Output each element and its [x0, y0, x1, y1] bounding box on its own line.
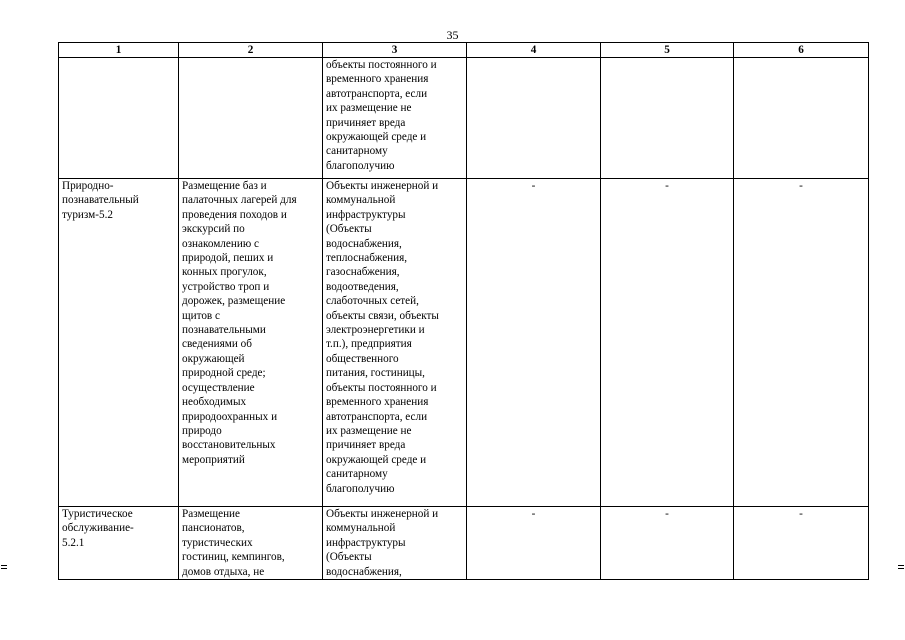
cell-description — [179, 58, 323, 179]
cell-description: Размещение пансионатов, туристических гостиниц, кемпингов, домов отдыха, не — [179, 507, 323, 580]
cell-use-type: Туристическое обслуживание- 5.2.1 — [59, 507, 179, 580]
page-number: 35 — [446, 28, 459, 42]
column-header-5: 5 — [601, 43, 734, 58]
left-margin-mark — [1, 565, 7, 573]
cell-col6: - — [734, 507, 869, 580]
column-header-6: 6 — [734, 43, 869, 58]
zoning-table — [58, 42, 869, 580]
cell-col5: - — [601, 507, 734, 580]
column-header-3: 3 — [323, 43, 467, 58]
cell-col4: - — [467, 507, 601, 580]
column-header-1: 1 — [59, 43, 179, 58]
cell-auxiliary-objects: Объекты инженерной и коммунальной инфраструктуры (Объекты водоснабжения, — [323, 507, 467, 580]
cell-auxiliary-objects: Объекты инженерной и коммунальной инфраструктуры (Объекты водоснабжения, теплоснабжения, газоснабжения, водоотведения, слаботочных сетей, объекты связи, объекты электроэнергетики и т.п.), предприятия общественного питания, гостиницы, объекты постоянного и временного хранения автотранспорта, если их размещение не причиняет вреда окружающей среде и санитарному благополучию — [323, 179, 467, 507]
table-row — [59, 179, 869, 507]
header-row — [59, 43, 869, 58]
cell-use-type — [59, 58, 179, 179]
table-row — [59, 507, 869, 580]
cell-auxiliary-objects: объекты постоянного и временного хранения автотранспорта, если их размещение не причиняет вреда окружающей среде и санитарному благополучию — [323, 58, 467, 179]
cell-col5: - — [601, 179, 734, 507]
cell-col6: - — [734, 179, 869, 507]
cell-col5 — [601, 58, 734, 179]
right-margin-mark — [898, 565, 904, 573]
column-header-2: 2 — [179, 43, 323, 58]
table-row — [59, 58, 869, 179]
cell-col4: - — [467, 179, 601, 507]
column-header-4: 4 — [467, 43, 601, 58]
cell-use-type: Природно- познавательный туризм-5.2 — [59, 179, 179, 507]
cell-col6 — [734, 58, 869, 179]
cell-description: Размещение баз и палаточных лагерей для проведения походов и экскурсий по ознакомлению с природой, пеших и конных прогулок, устройство троп и дорожек, размещение щитов с познавательными сведениями об окружающей природной среде; осуществление необходимых природоохранных и природо восстановительных мероприятий — [179, 179, 323, 507]
cell-col4 — [467, 58, 601, 179]
